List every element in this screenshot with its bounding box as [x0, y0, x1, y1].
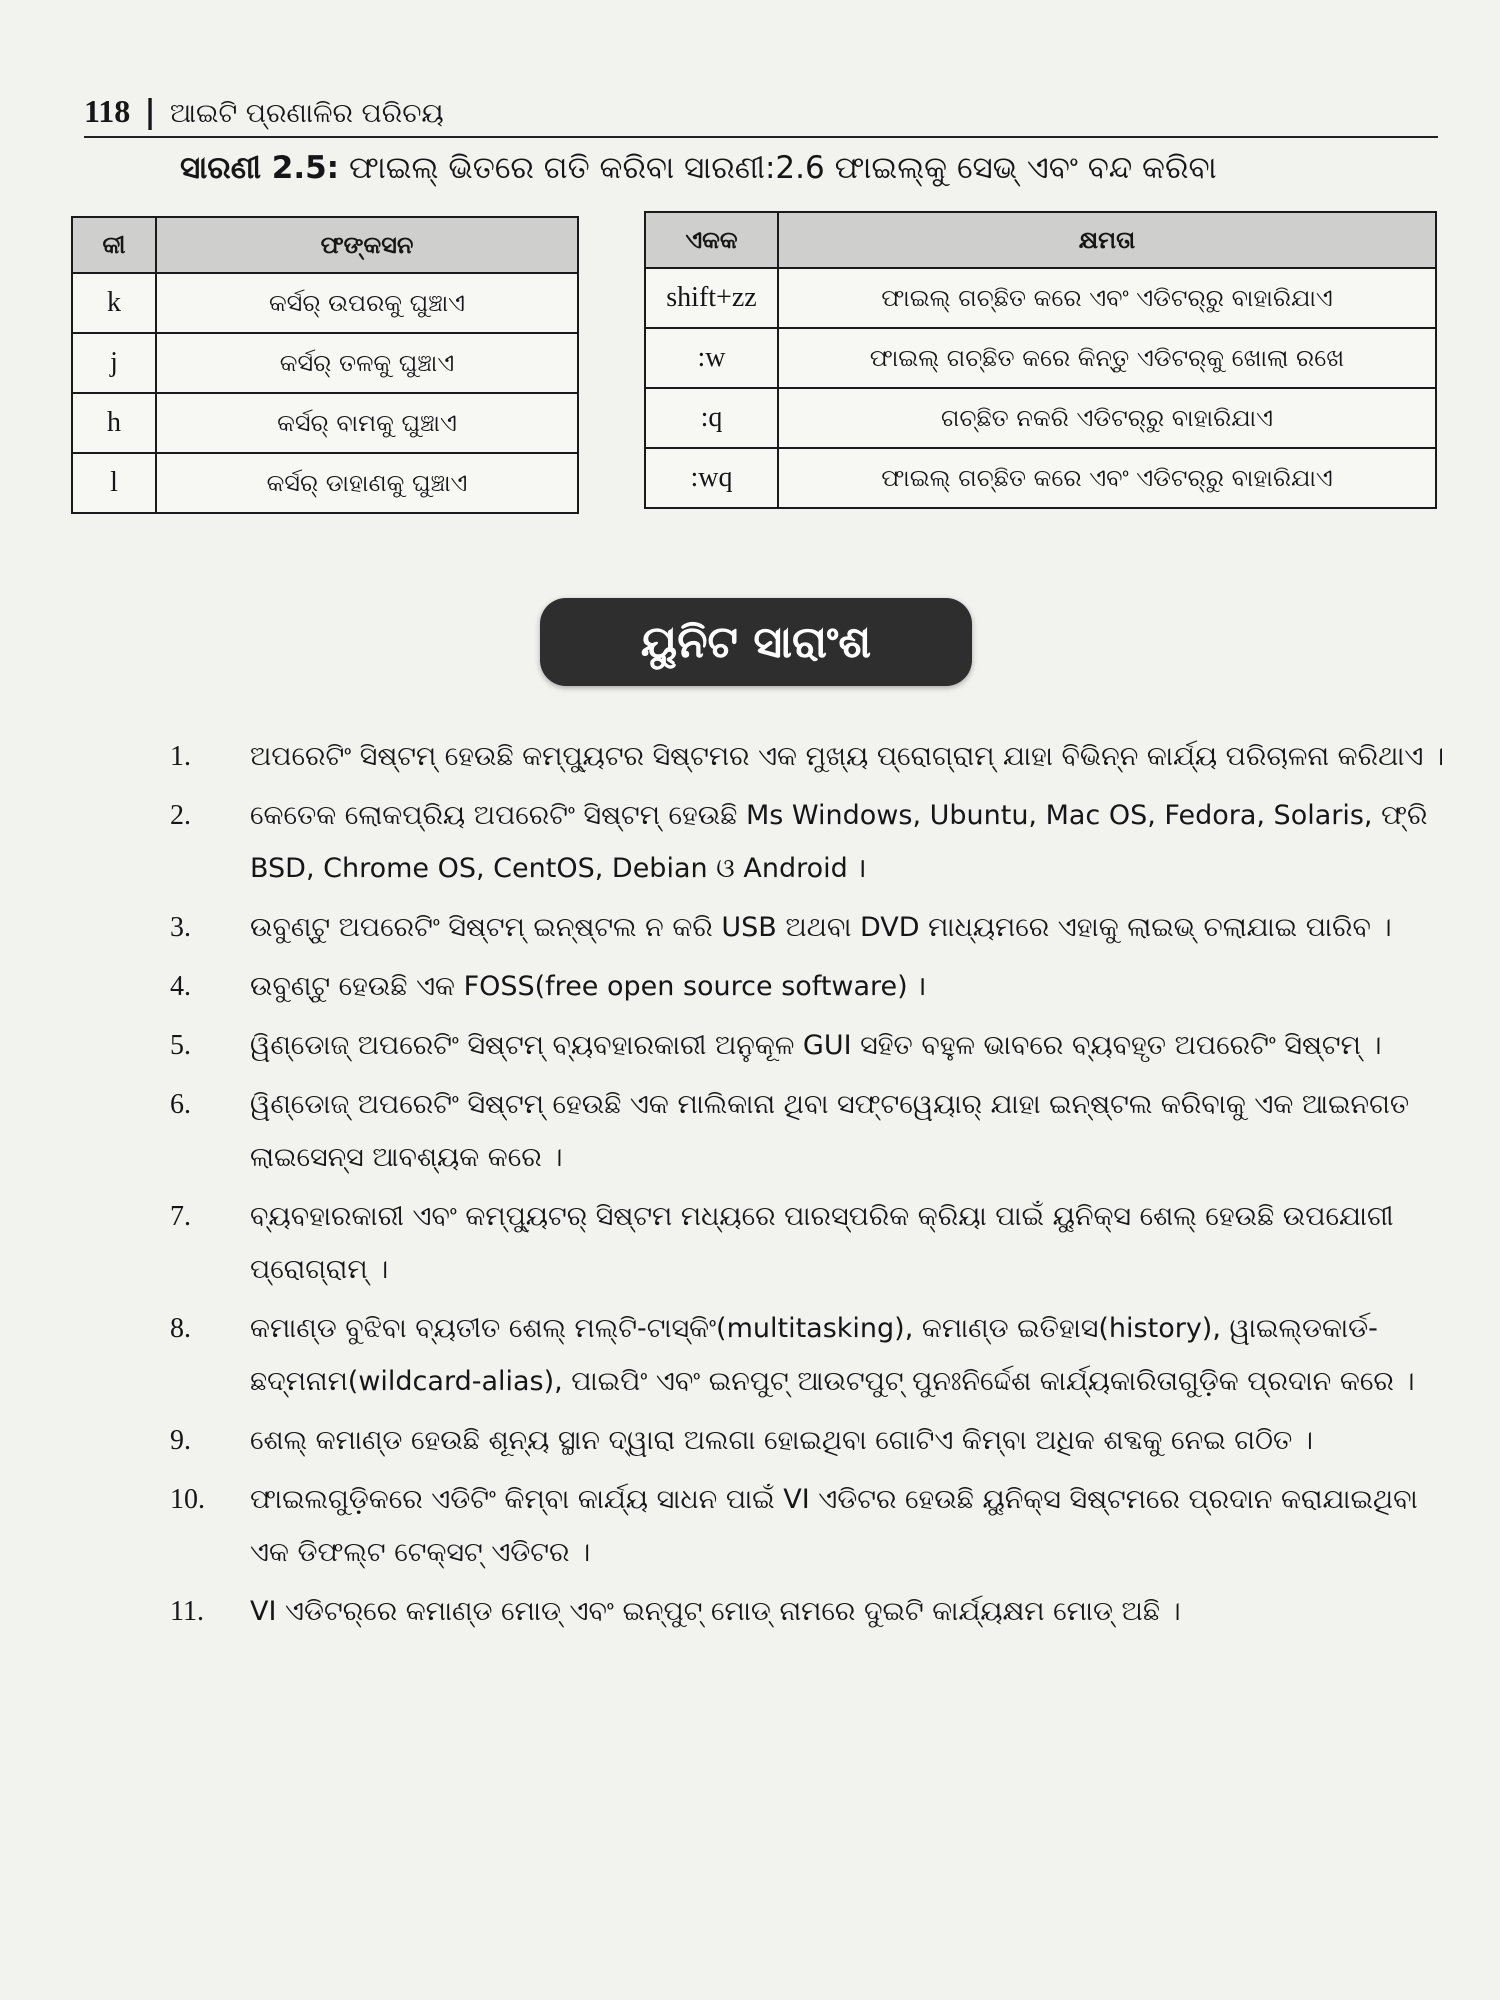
item-number: 7. [170, 1201, 191, 1232]
item-number: 11. [170, 1596, 204, 1627]
item-text: ଉବୁଣ୍ଟୁ ହେଉଛି ଏକ FOSS(free open source software) । [250, 971, 927, 1002]
list-item [170, 730, 1445, 783]
item-text: ଅପରେଟିଂ ସିଷ୍ଟମ୍ ହେଉଛି କମ୍ପ୍ୟୁଟର ସିଷ୍ଟମର ଏକ ମୁଖ୍ୟ ପ୍ରୋଗ୍ରାମ୍ ଯାହା ବିଭିନ୍ନ କାର୍ଯ୍ୟ ପରିଚାଳନା କରିଥାଏ । [250, 741, 1445, 772]
chapter-title: ଆଇଟି ପ୍ରଣାଳିର ପରିଚୟ [169, 98, 444, 129]
table-save-and-close-file [644, 211, 1437, 509]
item-text: ଶେଲ୍ କମାଣ୍ଡ ହେଉଛି ଶୂନ୍ୟ ସ୍ଥାନ ଦ୍ୱାରା ଅଲଗା ହୋଇଥିବା ଗୋଟିଏ କିମ୍ବା ଅଧିକ ଶବ୍ଦକୁ ନେଇ ଗଠିତ । [250, 1425, 1313, 1456]
item-text: ବ୍ୟବହାରକାରୀ ଏବଂ କମ୍ପ୍ୟୁଟର୍ ସିଷ୍ଟମ ମଧ୍ୟରେ ପାରସ୍ପରିକ କ୍ରିୟା ପାଇଁ ୟୁନିକ୍ସ ଶେଲ୍ ହେଉଛି ଉପଯୋଗୀ ପ୍ରୋଗ୍ରାମ୍ । [250, 1201, 1394, 1285]
table1-caption-title: ଫାଇଲ୍ ଭିତରେ ଗତି କରିବା [348, 150, 675, 186]
key-cell: l [72, 453, 156, 513]
item-text: କମାଣ୍ଡ ବୁଝିବା ବ୍ୟତୀତ ଶେଲ୍ ମଲ୍ଟି-ଟାସ୍କିଂ(multitasking), କମାଣ୍ଡ ଇତିହାସ(history), ୱାଇଲ୍ଡକାର୍ଡ-ଛଦ୍ମନାମ(wildcard-alias), ପାଇପିଂ ଏବଂ ଇନପୁଟ୍ ଆଉଟପୁଟ୍ ପୁନଃନିର୍ଦ୍ଦେଶ କାର୍ଯ୍ୟକାରିତାଗୁଡ଼ିକ ପ୍ରଦାନ କରେ । [250, 1313, 1415, 1397]
list-item [170, 1078, 1445, 1184]
command-cell: :q [645, 388, 778, 448]
list-item [170, 1190, 1445, 1296]
command-cell: :w [645, 328, 778, 388]
item-number: 8. [170, 1313, 191, 1344]
column-header-function: ଫଙ୍କସନ [156, 217, 578, 273]
table-row [72, 333, 578, 393]
item-number: 10. [170, 1484, 205, 1515]
item-text: VI ଏଡିଟର୍‌ରେ କମାଣ୍ଡ ମୋଡ୍ ଏବଂ ଇନ୍‌ପୁଟ୍ ମୋଡ୍ ନାମରେ ଦୁଇଟି କାର୍ଯ୍ୟକ୍ଷମ ମୋଡ୍ ଅଛି । [250, 1596, 1181, 1627]
command-cell: :wq [645, 448, 778, 508]
table-row [72, 393, 578, 453]
function-cell: କର୍ସର୍ ବାମକୁ ଘୁଞ୍ଚାଏ [156, 393, 578, 453]
column-header-capability: କ୍ଷମତା [778, 212, 1436, 268]
function-cell: କର୍ସର୍ ତଳକୁ ଘୁଞ୍ଚାଏ [156, 333, 578, 393]
item-number: 9. [170, 1425, 191, 1456]
key-cell: k [72, 273, 156, 333]
capability-cell: ଫାଇଲ୍ ଗଚ୍ଛିତ କରେ ଏବଂ ଏଡିଟର୍‌ରୁ ବାହାରିଯାଏ [778, 268, 1436, 328]
item-number: 4. [170, 971, 191, 1002]
list-item [170, 1473, 1445, 1579]
item-text: ୱିଣ୍ଡୋଜ୍ ଅପରେଟିଂ ସିଷ୍ଟମ୍ ବ୍ୟବହାରକାରୀ ଅନୁକୂଳ GUI ସହିତ ବହୁଳ ଭାବରେ ବ୍ୟବହୃତ ଅପରେଟିଂ ସିଷ୍ଟମ୍ । [250, 1030, 1382, 1061]
table-row [645, 388, 1436, 448]
item-number: 2. [170, 800, 191, 831]
page-header [84, 86, 1438, 138]
table-row [645, 268, 1436, 328]
table-row [72, 453, 578, 513]
item-text: ୱିଣ୍ଡୋଜ୍ ଅପରେଟିଂ ସିଷ୍ଟମ୍ ହେଉଛି ଏକ ମାଲିକାନା ଥିବା ସଫ୍ଟୱେୟାର୍ ଯାହା ଇନ୍‌ଷ୍ଟଲ କରିବାକୁ ଏକ ଆଇନଗତ ଲାଇସେନ୍ସ ଆବଶ୍ୟକ କରେ । [250, 1089, 1410, 1173]
table-captions [180, 150, 1380, 200]
table-header-row [645, 212, 1436, 268]
capability-cell: ଫାଇଲ୍ ଗଚ୍ଛିତ କରେ ଏବଂ ଏଡିଟର୍‌ରୁ ବାହାରିଯାଏ [778, 448, 1436, 508]
page-number: 118 [84, 93, 131, 129]
capability-cell: ଫାଇଲ୍ ଗଚ୍ଛିତ କରେ କିନ୍ତୁ ଏଡିଟର୍‌କୁ ଖୋଲା ରଖେ [778, 328, 1436, 388]
item-number: 5. [170, 1030, 191, 1061]
list-item [170, 789, 1445, 895]
function-cell: କର୍ସର୍ ଉପରକୁ ଘୁଞ୍ଚାଏ [156, 273, 578, 333]
item-number: 6. [170, 1089, 191, 1120]
table2-caption: ସାରଣୀ:2.6 ଫାଇଲ୍‌କୁ ସେଭ୍ ଏବଂ ବନ୍ଦ କରିବା [684, 150, 1217, 186]
function-cell: କର୍ସର୍ ଡାହାଣକୁ ଘୁଞ୍ଚାଏ [156, 453, 578, 513]
unit-summary-banner: ୟୁନିଟ ସାରାଂଶ [540, 598, 972, 686]
item-text: ଉବୁଣ୍ଟୁ ଅପରେଟିଂ ସିଷ୍ଟମ୍ ଇନ୍‌ଷ୍ଟଲ ନ କରି USB ଅଥବା DVD ମାଧ୍ୟମରେ ଏହାକୁ ଲାଇଭ୍ ଚଲାଯାଇ ପାରିବ । [250, 912, 1392, 943]
capability-cell: ଗଚ୍ଛିତ ନକରି ଏଡିଟର୍‌ରୁ ବାହାରିଯାଏ [778, 388, 1436, 448]
summary-list [170, 730, 1445, 1644]
table-row [645, 328, 1436, 388]
table-header-row [72, 217, 578, 273]
item-number: 3. [170, 912, 191, 943]
column-header-key: କୀ [72, 217, 156, 273]
key-cell: h [72, 393, 156, 453]
header-separator: | [144, 92, 156, 130]
list-item [170, 1302, 1445, 1408]
key-cell: j [72, 333, 156, 393]
item-text: ଫାଇଲଗୁଡ଼ିକରେ ଏଡିଟିଂ କିମ୍ବା କାର୍ଯ୍ୟ ସାଧନ ପାଇଁ VI ଏଡିଟର ହେଉଛି ୟୁନିକ୍ସ ସିଷ୍ଟମରେ ପ୍ରଦାନ କରାଯାଇଥିବା ଏକ ଡିଫଲ୍ଟ ଟେକ୍ସଟ୍ ଏଡିଟର । [250, 1484, 1418, 1568]
item-text: କେତେକ ଲୋକପ୍ରିୟ ଅପରେଟିଂ ସିଷ୍ଟମ୍ ହେଉଛି Ms Windows, Ubuntu, Mac OS, Fedora, Solaris, ଫ୍ରି BSD, Chrome OS, CentOS, Debian ଓ Android । [250, 800, 1428, 884]
table-move-in-file [71, 216, 579, 514]
table-row [72, 273, 578, 333]
list-item [170, 1019, 1445, 1072]
item-number: 1. [170, 741, 191, 772]
list-item [170, 1414, 1445, 1467]
column-header-unit: ଏକକ [645, 212, 778, 268]
list-item [170, 901, 1445, 954]
table-row [645, 448, 1436, 508]
command-cell: shift+zz [645, 268, 778, 328]
list-item [170, 1585, 1445, 1638]
table1-caption-label: ସାରଣୀ 2.5: [180, 150, 340, 186]
list-item [170, 960, 1445, 1013]
